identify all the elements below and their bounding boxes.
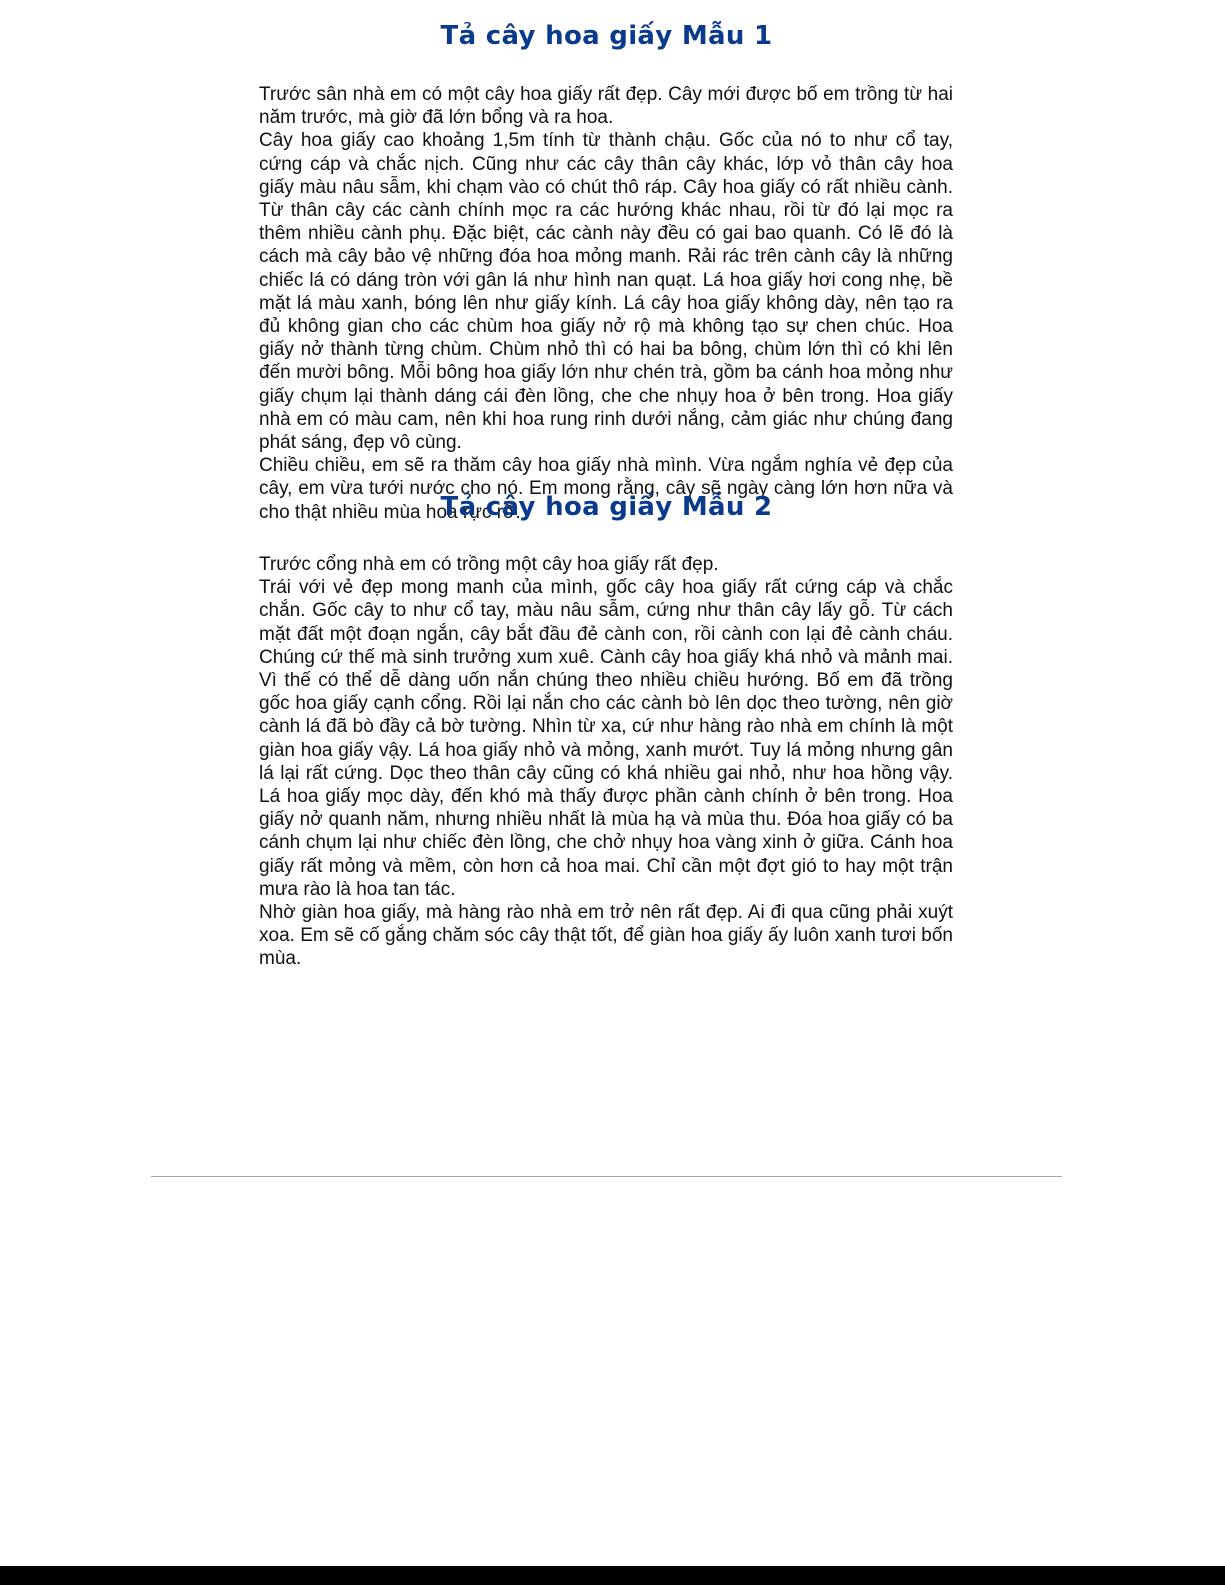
- essay-2-paragraph: Trái với vẻ đẹp mong manh của mình, gốc cây hoa giấy rất cứng cáp và chắc chắn. Gốc cây to như cổ tay, màu nâu sẫm, cứng như thân cây lấy gỗ. Từ cách mặt đất một đoạn ngắn, cây bắt đầu đẻ cành con, rồi cành con lại đẻ cành cháu. Chúng cứ thế mà sinh trưởng xum xuê. Cành cây hoa giấy khá nhỏ và mảnh mai. Vì thế có thể dễ dàng uốn nắn chúng theo nhiều chiều hướng. Bố em đã trồng gốc hoa giấy cạnh cổng. Rồi lại nắn cho các cành bò lên dọc theo tường, nên giờ cành lá đã bò đầy cả bờ tường. Nhìn từ xa, cứ như hàng rào nhà em chính là một giàn hoa giấy vậy. Lá hoa giấy nhỏ và mỏng, xanh mướt. Tuy lá mỏng nhưng gân lá lại rất cứng. Dọc theo thân cây cũng có khá nhiều gai nhỏ, như hoa hồng vậy. Lá hoa giấy mọc dày, đến khó mà thấy được phần cành chính ở bên trong. Hoa giấy nở quanh năm, nhưng nhiều nhất là mùa hạ và mùa thu. Đóa hoa giấy có ba cánh chụm lại như chiếc đèn lồng, che chở nhụy hoa vàng xinh ở giữa. Cánh hoa giấy rất mỏng và mềm, còn hơn cả hoa mai. Chỉ cần một đợt gió to hay một trận mưa rào là hoa tan tác.: [259, 577, 953, 900]
- essay-1-paragraph: Trước sân nhà em có một cây hoa giấy rất đẹp. Cây mới được bố em trồng từ hai năm trước, mà giờ đã lớn bổng và ra hoa.: [259, 84, 953, 129]
- essay-sample-2: [259, 553, 953, 971]
- sample-1-title: Tả cây hoa giấy Mẫu 1: [440, 21, 773, 51]
- essay-2-paragraph: Nhờ giàn hoa giấy, mà hàng rào nhà em trở nên rất đẹp. Ai đi qua cũng phải xuýt xoa. Em sẽ cố gắng chăm sóc cây thật tốt, để giàn hoa giấy ấy luôn xanh tươi bốn mùa.: [259, 902, 953, 970]
- page-divider: [151, 1176, 1062, 1177]
- essay-1-paragraph: Chiều chiều, em sẽ ra thăm cây hoa giấy nhà mình. Vừa ngắm nghía vẻ đẹp của cây, em vừa tưới nước cho nó. Em mong rằng, cây sẽ ngày càng lớn hơn nữa và cho thật nhiều mùa hoa rực rỡ.: [259, 455, 953, 523]
- essay-sample-1: [259, 83, 953, 524]
- sample-2-title: Tả cây hoa giấy Mẫu 2: [440, 492, 773, 522]
- bottom-edge-bar: [0, 1566, 1225, 1585]
- essay-1-paragraph: Cây hoa giấy cao khoảng 1,5m tính từ thành chậu. Gốc của nó to như cổ tay, cứng cáp và chắc nịch. Cũng như các cây thân cây khác, lớp vỏ thân cây hoa giấy màu nâu sẫm, khi chạm vào có chút thô ráp. Cây hoa giấy có rất nhiều cành. Từ thân cây các cành chính mọc ra các hướng khác nhau, rồi từ đó lại mọc ra thêm nhiều cành phụ. Đặc biệt, các cành này đều có gai bao quanh. Có lẽ đó là cách mà cây bảo vệ những đóa hoa mỏng manh. Rải rác trên cành cây là những chiếc lá có dáng tròn với gân lá như hình nan quạt. Lá hoa giấy hơi cong nhẹ, bề mặt lá màu xanh, bóng lên như giấy kính. Lá cây hoa giấy không dày, nên tạo ra đủ không gian cho các chùm hoa giấy nở rộ mà không tạo sự chen chúc. Hoa giấy nở thành từng chùm. Chùm nhỏ thì có hai ba bông, chùm lớn thì có khi lên đến mười bông. Mỗi bông hoa giấy lớn như chén trà, gồm ba cánh hoa mỏng như giấy chụm lại thành dáng cái đèn lồng, che che nhụy hoa ở bên trong. Hoa giấy nhà em có màu cam, nên khi hoa rung rinh dưới nắng, cảm giác như chúng đang phát sáng, đẹp vô cùng.: [259, 130, 953, 454]
- essay-2-paragraph: Trước cổng nhà em có trồng một cây hoa giấy rất đẹp.: [259, 554, 719, 575]
